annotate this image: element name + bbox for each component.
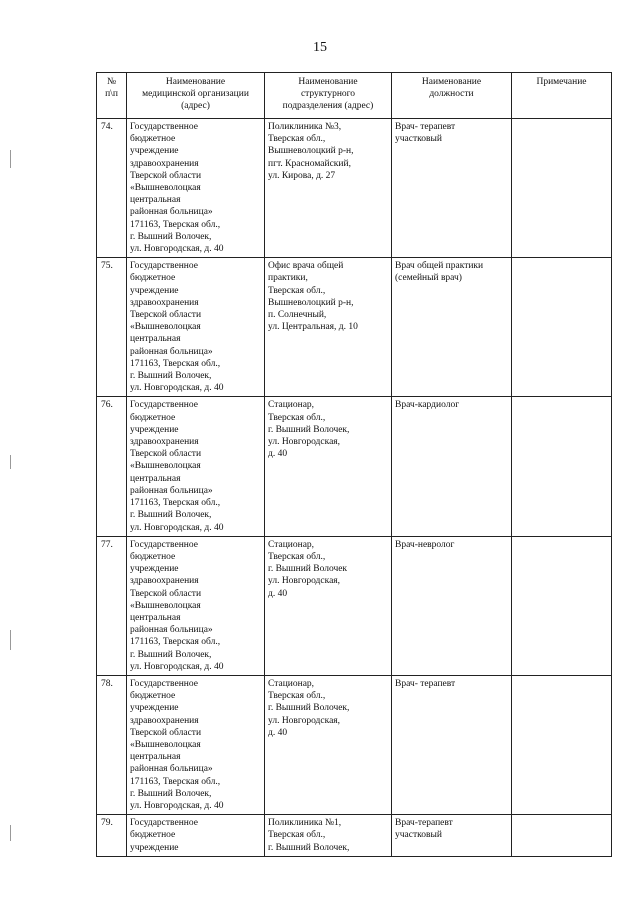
subdivision-cell: Поликлиника №1, Тверская обл., г. Вышний Волочек, bbox=[265, 815, 392, 857]
page-number: 15 bbox=[313, 40, 327, 55]
header-organization: Наименование медицинской организации (адрес) bbox=[127, 73, 265, 119]
position-cell: Врач-невролог bbox=[392, 536, 512, 675]
table-row bbox=[97, 536, 612, 675]
staff-vacancy-table bbox=[96, 72, 612, 857]
table-row bbox=[97, 258, 612, 397]
organization-cell: Государственное бюджетное учреждение здравоохранения Тверской области «Вышневолоцкая центральная районная больница» 171163, Тверская обл., г. Вышний Волочек, ул. Новгородская, д. 40 bbox=[127, 536, 265, 675]
row-number: 79. bbox=[97, 815, 127, 857]
header-note: Примечание bbox=[512, 73, 612, 119]
row-number: 77. bbox=[97, 536, 127, 675]
organization-cell: Государственное бюджетное учреждение bbox=[127, 815, 265, 857]
position-cell: Врач- терапевт участковый bbox=[392, 119, 512, 258]
subdivision-cell: Стационар, Тверская обл., г. Вышний Волочек, ул. Новгородская, д. 40 bbox=[265, 675, 392, 814]
row-number: 75. bbox=[97, 258, 127, 397]
note-cell bbox=[512, 258, 612, 397]
organization-cell: Государственное бюджетное учреждение здравоохранения Тверской области «Вышневолоцкая центральная районная больница» 171163, Тверская обл., г. Вышний Волочек, ул. Новгородская, д. 40 bbox=[127, 258, 265, 397]
table-row bbox=[97, 119, 612, 258]
note-cell bbox=[512, 397, 612, 536]
subdivision-cell: Офис врача общей практики, Тверская обл., Вышневолоцкий р-н, п. Солнечный, ул. Центральная, д. 10 bbox=[265, 258, 392, 397]
organization-cell: Государственное бюджетное учреждение здравоохранения Тверской области «Вышневолоцкая центральная районная больница» 171163, Тверская обл., г. Вышний Волочек, ул. Новгородская, д. 40 bbox=[127, 119, 265, 258]
subdivision-cell: Стационар, Тверская обл., г. Вышний Волочек ул. Новгородская, д. 40 bbox=[265, 536, 392, 675]
position-cell: Врач-терапевт участковый bbox=[392, 815, 512, 857]
row-number: 74. bbox=[97, 119, 127, 258]
table-row bbox=[97, 397, 612, 536]
note-cell bbox=[512, 119, 612, 258]
table-row bbox=[97, 675, 612, 814]
header-number: № п\п bbox=[97, 73, 127, 119]
note-cell bbox=[512, 536, 612, 675]
row-number: 78. bbox=[97, 675, 127, 814]
scan-artifact bbox=[10, 455, 11, 469]
position-cell: Врач- терапевт bbox=[392, 675, 512, 814]
scan-artifact bbox=[10, 825, 11, 841]
scan-artifact bbox=[10, 630, 11, 650]
organization-cell: Государственное бюджетное учреждение здравоохранения Тверской области «Вышневолоцкая центральная районная больница» 171163, Тверская обл., г. Вышний Волочек, ул. Новгородская, д. 40 bbox=[127, 675, 265, 814]
table-header-row bbox=[97, 73, 612, 119]
header-subdivision: Наименование структурного подразделения (адрес) bbox=[265, 73, 392, 119]
row-number: 76. bbox=[97, 397, 127, 536]
subdivision-cell: Поликлиника №3, Тверская обл., Вышневолоцкий р-н, пгт. Красномайский, ул. Кирова, д. 27 bbox=[265, 119, 392, 258]
header-position: Наименование должности bbox=[392, 73, 512, 119]
scan-artifact bbox=[10, 150, 11, 168]
position-cell: Врач общей практики (семейный врач) bbox=[392, 258, 512, 397]
note-cell bbox=[512, 815, 612, 857]
note-cell bbox=[512, 675, 612, 814]
subdivision-cell: Стационар, Тверская обл., г. Вышний Волочек, ул. Новгородская, д. 40 bbox=[265, 397, 392, 536]
position-cell: Врач-кардиолог bbox=[392, 397, 512, 536]
table-row bbox=[97, 815, 612, 857]
organization-cell: Государственное бюджетное учреждение здравоохранения Тверской области «Вышневолоцкая центральная районная больница» 171163, Тверская обл., г. Вышний Волочек, ул. Новгородская, д. 40 bbox=[127, 397, 265, 536]
